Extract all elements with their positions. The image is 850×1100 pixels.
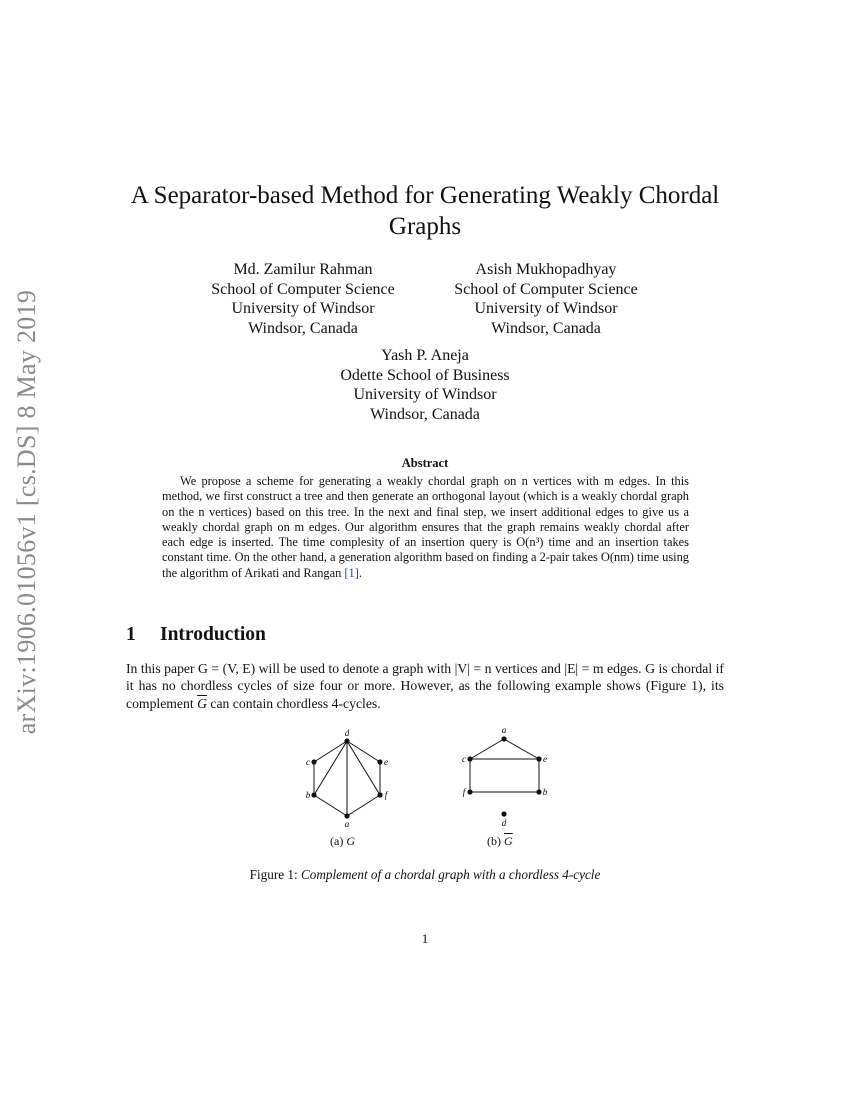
page-number: 1 <box>421 931 429 946</box>
graph-edge-b-a <box>314 795 347 816</box>
graph-vertex-f <box>377 792 382 797</box>
subcaption-a <box>330 834 355 849</box>
graph-vertex-label-f: f <box>384 790 388 800</box>
graph-vertex-label-d: d <box>501 818 507 828</box>
author-loc: Windsor, Canada <box>248 319 358 337</box>
author-univ: University of Windsor <box>474 300 618 318</box>
graph-vertex-d <box>344 738 349 743</box>
graph-vertex-a <box>501 736 506 741</box>
graph-vertex-label-a: a <box>344 819 350 829</box>
graph-vertex-e <box>377 759 382 764</box>
graph-vertex-a <box>344 813 349 818</box>
graph-edge-a-e <box>504 739 539 759</box>
intro-text: In this paper G = (V, E) will be used to denote a graph with |V| = n vertices and |E| = m edges. G is chordal if it has no chordless cycles of size four or more. However, as the following example shows (Figure 1), its complement <box>126 661 724 711</box>
author-univ: University of Windsor <box>353 386 497 404</box>
graph-edge-a-f <box>347 795 380 816</box>
graph-vertex-b <box>536 789 541 794</box>
title-line-2: Graphs <box>388 213 462 240</box>
author-loc: Windsor, Canada <box>491 319 601 337</box>
graph-vertex-label-f: f <box>462 787 466 797</box>
caption-text: Complement of a chordal graph with a chordless 4-cycle <box>300 867 601 882</box>
graph-edge-a-c <box>470 739 504 759</box>
author-name: Yash P. Aneja <box>381 347 469 364</box>
graph-vertex-label-e: e <box>543 754 547 764</box>
figure-caption <box>0 867 850 883</box>
graph-vertex-b <box>311 792 316 797</box>
caption-prefix: Figure 1: <box>249 867 301 882</box>
abstract-text-end: . <box>358 565 362 580</box>
subcaption-a-symbol: G <box>346 834 355 848</box>
arxiv-stamp: arXiv:1906.01056v1 [cs.DS] 8 May 2019 <box>12 289 41 735</box>
subcaption-b <box>487 834 513 849</box>
author-name: Md. Zamilur Rahman <box>233 261 373 278</box>
subcaption-b-prefix: (b) <box>487 834 504 848</box>
author-name: Asish Mukhopadhyay <box>475 261 617 278</box>
graph-vertex-c <box>467 756 472 761</box>
graph-edge-d-c <box>314 741 347 762</box>
complement-symbol: $\overline{G}$ <box>197 695 207 711</box>
graph-vertex-label-b: b <box>305 790 311 800</box>
graph-vertex-d <box>501 811 506 816</box>
graph-a <box>306 728 389 829</box>
author-dept: School of Computer Science <box>211 280 395 298</box>
section-number: 1 <box>126 624 136 645</box>
graph-vertex-label-c: c <box>306 757 310 767</box>
title-line-1: A Separator-based Method for Generating Weakly Chordal <box>130 182 720 209</box>
subcaption-b-symbol: $\overline{G}$ <box>504 834 513 848</box>
author-dept: Odette School of Business <box>340 366 510 384</box>
graph-vertex-label-c: c <box>462 754 466 764</box>
graph-b <box>462 725 548 828</box>
author-univ: University of Windsor <box>231 300 375 318</box>
graph-vertex-c <box>311 759 316 764</box>
intro-text-end: can contain chordless 4-cycles. <box>206 695 381 711</box>
graph-vertex-label-b: b <box>542 787 548 797</box>
graph-edge-d-b <box>314 741 347 795</box>
section-title: Introduction <box>160 624 266 645</box>
citation-link[interactable]: [1] <box>344 565 359 580</box>
author-loc: Windsor, Canada <box>370 405 480 423</box>
graph-edge-d-f <box>347 741 380 795</box>
graph-vertex-label-d: d <box>344 728 350 738</box>
graph-vertex-label-e: e <box>384 757 388 767</box>
graph-edge-e-d <box>347 741 380 762</box>
graph-vertex-f <box>467 789 472 794</box>
author-dept: School of Computer Science <box>454 280 638 298</box>
graph-vertex-label-a: a <box>501 725 507 735</box>
abstract-text: We propose a scheme for generating a weakly chordal graph on n vertices with m edges. In this method, we first construct a tree and then generate an orthogonal layout (which is a weakly chordal graph on the n vertices) based on this tree. In the next and final step, we insert additional edges to give us a weakly chordal graph on m edges. Our algorithm ensures that the graph remains weakly chordal after each edge is inserted. The time complesity of an insertion query is O(n³) time and an insertion takes constant time. On the other hand, a generation algorithm based on finding a 2-pair takes O(nm) time using the algorithm of Arikati and Rangan <box>162 474 689 580</box>
abstract-heading: Abstract <box>401 456 449 470</box>
graph-vertex-e <box>536 756 541 761</box>
subcaption-a-prefix: (a) <box>330 834 347 848</box>
